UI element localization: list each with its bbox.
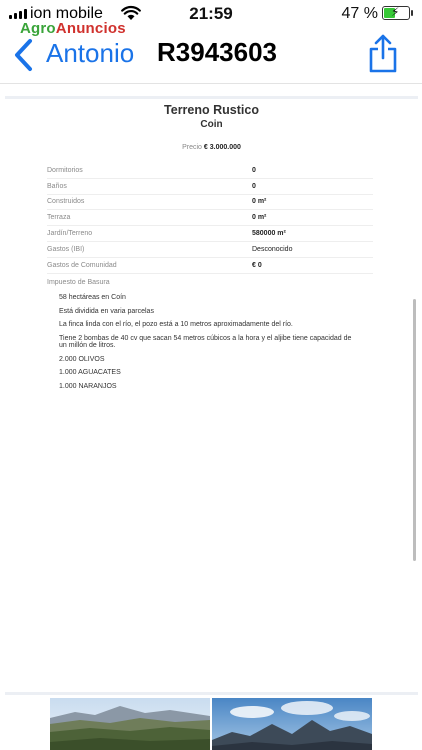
- spec-label: Gastos de Comunidad: [47, 261, 117, 269]
- spec-value: 0: [252, 166, 256, 174]
- spec-row: [47, 163, 373, 179]
- listing-price: [5, 144, 418, 151]
- spec-row: [47, 258, 373, 274]
- spec-value: 0: [252, 182, 256, 190]
- specs-table: [47, 163, 373, 274]
- photo-gallery: [5, 692, 418, 750]
- mountain-photo[interactable]: [212, 698, 372, 750]
- brand-part-anuncios: Anuncios: [55, 20, 126, 37]
- status-time: 21:59: [189, 4, 233, 23]
- brand-part-agro: Agro: [20, 20, 56, 37]
- spec-label: Baños: [47, 182, 67, 190]
- price-label: Precio: [182, 144, 202, 151]
- chevron-left-icon[interactable]: [12, 38, 34, 72]
- spec-row: [47, 242, 373, 258]
- battery-percentage: 47 %: [341, 5, 378, 22]
- spec-row: [47, 226, 373, 242]
- carrier-name: ion mobile: [30, 5, 103, 22]
- share-icon[interactable]: [366, 32, 400, 74]
- description-item: 58 hectáreas en Coín: [59, 294, 126, 301]
- spec-value: € 0: [252, 261, 262, 269]
- description-item: La finca linda con el río, el pozo está a 10 metros aproximadamente del río.: [59, 321, 293, 328]
- spec-label: Dormitorios: [47, 166, 83, 174]
- description-item: 1.000 NARANJOS: [59, 382, 117, 390]
- navigation-bar: [0, 28, 422, 84]
- description-list: [59, 294, 359, 396]
- spec-value: 580000 m²: [252, 230, 286, 238]
- spec-row: [47, 210, 373, 226]
- scrollbar[interactable]: [413, 299, 416, 561]
- spec-label: Terraza: [47, 214, 71, 222]
- spec-label: Jardín/Terreno: [47, 230, 93, 238]
- description-item: Está dividida en varia parcelas: [59, 307, 154, 315]
- spec-value: 0 m²: [252, 198, 267, 206]
- listing-location: Coin: [200, 119, 223, 130]
- listing-card: [5, 96, 418, 690]
- price-value: € 3.000.000: [203, 144, 241, 151]
- battery-icon: [382, 6, 410, 20]
- spec-label: Gastos (IBI): [47, 245, 85, 253]
- spec-row: [47, 195, 373, 211]
- description-item: Tiene 2 bombas de 40 cv que sacan 54 metros cúbicos a la hora y el aljibe tiene capacidad de un millón de litros.: [59, 334, 352, 349]
- spec-label: Construidos: [47, 198, 85, 206]
- back-button[interactable]: Antonio: [46, 38, 135, 68]
- description-item: 1.000 AGUACATES: [59, 369, 121, 376]
- spec-row: [47, 179, 373, 195]
- listing-title: Terreno Rustico: [164, 103, 259, 117]
- landscape-photo[interactable]: [50, 698, 210, 750]
- garbage-tax-label: Impuesto de Basura: [47, 279, 110, 286]
- charging-bolt-icon: ⚡: [391, 5, 400, 19]
- description-item: 2.000 OLIVOS: [59, 355, 105, 363]
- page-title: R3943603: [157, 37, 277, 67]
- spec-value: 0 m²: [252, 214, 267, 222]
- spec-value: Desconocido: [252, 245, 293, 253]
